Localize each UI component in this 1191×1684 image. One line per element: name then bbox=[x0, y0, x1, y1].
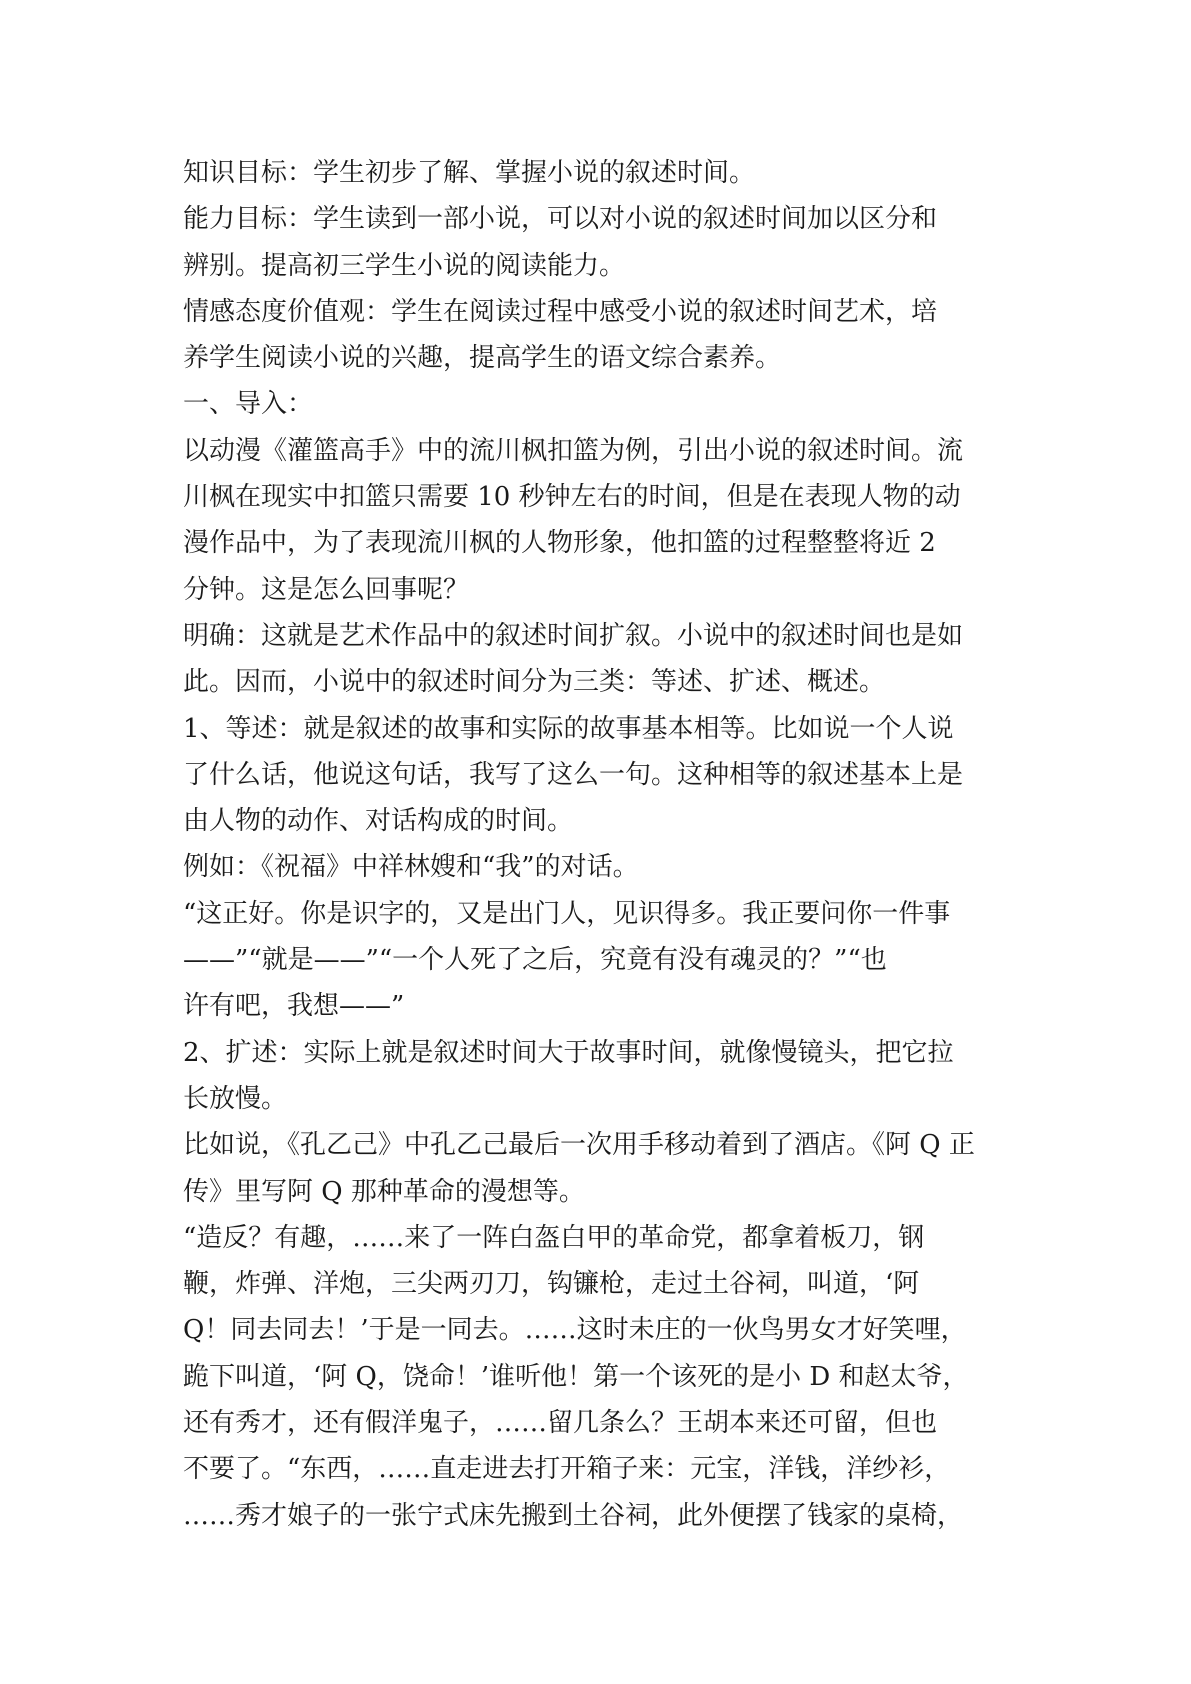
text-line: 了什么话，他说这句话，我写了这么一句。这种相等的叙述基本上是 bbox=[183, 759, 964, 790]
text-line: 分钟。这是怎么回事呢？ bbox=[183, 574, 470, 605]
text-line: 1、等述：就是叙述的故事和实际的故事基本相等。比如说一个人说 bbox=[183, 713, 954, 744]
text-line: 2、扩述：实际上就是叙述时间大于故事时间，就像慢镜头，把它拉 bbox=[183, 1037, 954, 1068]
text-line: 例如：《祝福》中祥林嫂和“我”的对话。 bbox=[183, 852, 639, 883]
text-line: 不要了。“东西，……直走进去打开箱子来：元宝，洋钱，洋纱衫， bbox=[183, 1454, 951, 1485]
text-line: 知识目标：学生初步了解、掌握小说的叙述时间。 bbox=[183, 158, 756, 188]
text-line: 还有秀才，还有假洋鬼子，……留几条么？王胡本来还可留，但也 bbox=[183, 1408, 938, 1439]
text-line: 传》里写阿 Q 那种革命的漫想等。 bbox=[183, 1176, 585, 1207]
text-line: “造反？有趣，……来了一阵白盔白甲的革命党，都拿着板刀，钢 bbox=[183, 1222, 925, 1253]
text-line: 跪下叫道，‘阿 Q，饶命！’谁听他！第一个该死的是小 D 和赵太爷， bbox=[183, 1361, 969, 1392]
text-line: 能力目标：学生读到一部小说，可以对小说的叙述时间加以区分和 bbox=[183, 204, 938, 235]
text-line: 明确：这就是艺术作品中的叙述时间扩叙。小说中的叙述时间也是如 bbox=[183, 620, 964, 651]
text-line: 养学生阅读小说的兴趣，提高学生的语文综合素养。 bbox=[183, 343, 782, 374]
section-heading: 一、导入： bbox=[183, 389, 314, 420]
text-line: “这正好。你是识字的，又是出门人，见识得多。我正要问你一件事 bbox=[183, 898, 951, 929]
text-line: 辨别。提高初三学生小说的阅读能力。 bbox=[183, 250, 626, 281]
text-line: ——”“就是——”“一个人死了之后，究竟有没有魂灵的？”“也 bbox=[183, 945, 887, 976]
text-line: 漫作品中，为了表现流川枫的人物形象，他扣篮的过程整整将近 2 bbox=[183, 528, 936, 559]
text-line: 川枫在现实中扣篮只需要 10 秒钟左右的时间，但是在表现人物的动 bbox=[183, 482, 961, 513]
text-line: ……秀才娘子的一张宁式床先搬到土谷祠，此外便摆了钱家的桌椅， bbox=[183, 1500, 964, 1531]
text-line: 由人物的动作、对话构成的时间。 bbox=[183, 806, 574, 837]
text-line: 长放慢。 bbox=[183, 1083, 288, 1114]
text-line: 鞭，炸弹、洋炮，三尖两刃刀，钩镰枪，走过土谷祠，叫道，‘阿 bbox=[183, 1269, 920, 1300]
text-line: 以动漫《灌篮高手》中的流川枫扣篮为例，引出小说的叙述时间。流 bbox=[183, 435, 964, 466]
text-line: Q！同去同去！’于是一同去。……这时未庄的一伙鸟男女才好笑哩， bbox=[183, 1315, 967, 1346]
text-line: 此。因而，小说中的叙述时间分为三类：等述、扩述、概述。 bbox=[183, 667, 886, 698]
text-line: 许有吧，我想——” bbox=[183, 991, 405, 1022]
document-body bbox=[183, 150, 1018, 1539]
text-line: 情感态度价值观：学生在阅读过程中感受小说的叙述时间艺术，培 bbox=[183, 296, 938, 327]
text-line: 比如说，《孔乙己》中孔乙己最后一次用手移动着到了酒店。《阿 Q 正 bbox=[183, 1130, 975, 1161]
